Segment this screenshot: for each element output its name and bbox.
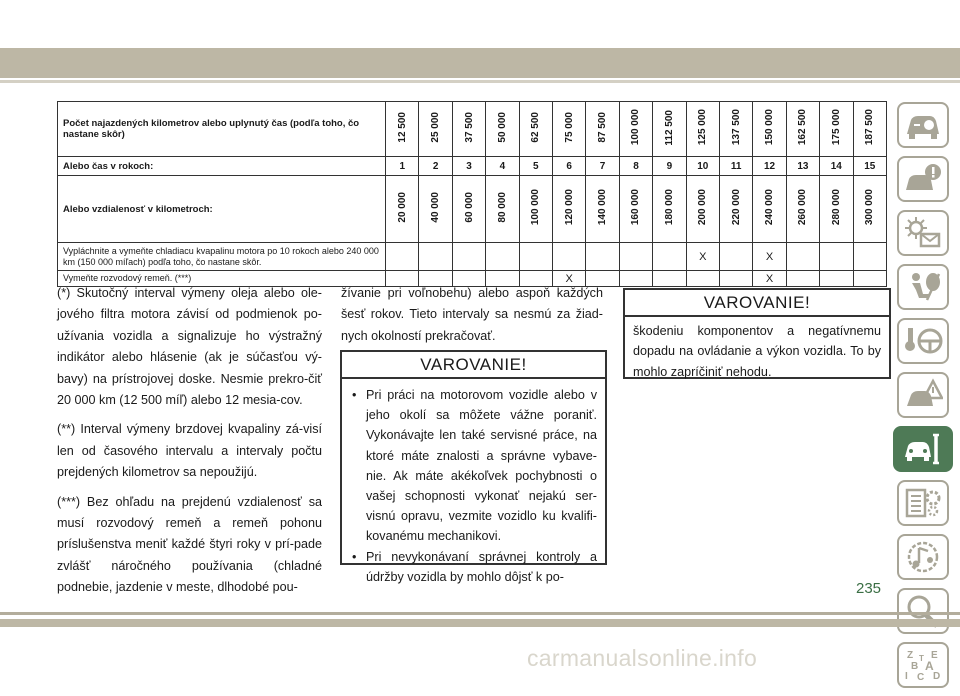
footnote-oil: (*) Skutočný interval výmeny oleja alebo ole-jového filtra motora závisí od podmienok po-užívania vozidla a signalizuje ho výstražný indikátor alebo hlásenie (ak je súčasťou vý-bavy) na prístrojovej doske. Nesmie prekro-čiť 20 000 km (12 500 míľ) alebo 12 mesia-cov. <box>57 286 322 408</box>
km-value: 100 000 <box>630 109 642 146</box>
table-row <box>58 243 887 271</box>
year-value: 6 <box>553 157 586 176</box>
schedule-mark <box>853 271 886 287</box>
km-value: 12 500 <box>396 112 408 143</box>
footnote-brake-fluid: (**) Interval výmeny brzdovej kvapaliny zá-visí len od časového intervalu a intervaly počtu prejdených kilometrov sa nepoužijú. <box>57 422 322 480</box>
schedule-mark <box>820 271 853 287</box>
km-value: 50 000 <box>496 112 508 143</box>
distance-value: 20 000 <box>396 192 408 223</box>
watermark: carmanualsonline.info <box>527 645 758 671</box>
footer-band <box>0 619 960 627</box>
km-value: 87 500 <box>597 112 609 143</box>
distance-value: 300 000 <box>864 189 876 226</box>
distance-value: 220 000 <box>730 189 742 226</box>
warning-triangle-car-icon <box>903 378 943 412</box>
tab-multimedia[interactable] <box>897 534 949 580</box>
year-value: 4 <box>486 157 519 176</box>
car-wrench-icon <box>903 432 943 466</box>
schedule-mark <box>653 271 686 287</box>
top-margin <box>0 0 960 48</box>
alphabet-index-icon <box>903 648 943 682</box>
distance-value: 260 000 <box>797 189 809 226</box>
km-value: 125 000 <box>697 109 709 146</box>
schedule-mark <box>619 243 652 271</box>
km-header-label: Počet najazdených kilometrov alebo uplynutý čas (podľa toho, čo nastane skôr) <box>58 102 386 157</box>
schedule-mark <box>386 243 419 271</box>
year-value: 1 <box>386 157 419 176</box>
schedule-mark <box>419 243 452 271</box>
page-number: 235 <box>856 580 882 597</box>
tab-search[interactable] <box>897 588 949 634</box>
distance-value: 160 000 <box>630 189 642 226</box>
km-value: 62 500 <box>530 112 542 143</box>
tab-warning-triangle[interactable] <box>897 372 949 418</box>
svg-text:C: C <box>917 672 925 682</box>
tab-steering[interactable] <box>897 318 949 364</box>
warning-list <box>342 385 605 587</box>
year-value: 10 <box>686 157 719 176</box>
svg-text:T: T <box>919 654 924 663</box>
footer-rule <box>0 612 960 615</box>
bullet: • <box>352 549 357 564</box>
weather-mail-icon <box>903 216 943 250</box>
schedule-mark <box>452 243 485 271</box>
distance-value: 100 000 <box>530 189 542 226</box>
timing-belt-task-label: Vymeňte rozvodový remeň. (***) <box>58 271 386 287</box>
distance-value: 80 000 <box>496 192 508 223</box>
svg-text:A: A <box>925 659 934 673</box>
year-value: 5 <box>519 157 552 176</box>
year-value: 9 <box>653 157 686 176</box>
schedule-mark <box>686 271 719 287</box>
header-rule <box>0 80 960 83</box>
schedule-mark <box>486 243 519 271</box>
schedule-mark <box>553 243 586 271</box>
music-gear-icon <box>903 540 943 574</box>
list-item: • Pri práci na motorovom vozidle alebo v jeho okolí sa môžete vážne poraniť. Vykonávajte len také servisné práce, na ktoré máte znalosti a správne vybave-nie. Ak máte akékoľvek pochybnosti o vašej schopnosti vykonať nejakú ser-visnú opravu, vezmite vozidlo ku kvalifi-kovanému mechanikovi. <box>352 385 597 547</box>
km-value: 75 000 <box>563 112 575 143</box>
tab-maintenance[interactable] <box>893 426 953 472</box>
list-item: • Pri nevykonávaní správnej kontroly a údržby vozidla by mohlo dôjsť k po- <box>352 547 597 587</box>
schedule-mark: X <box>753 243 786 271</box>
km-header-row <box>58 102 887 157</box>
distance-value: 140 000 <box>597 189 609 226</box>
footnote-continuation: žívanie pri voľnobehu) alebo aspoň každých šesť rokov. Tieto intervaly sa nesmú za žiad-nych okolností prekračovať. <box>341 286 603 343</box>
bullet: • <box>352 388 357 402</box>
km-value: 137 500 <box>730 109 742 146</box>
maintenance-schedule-table <box>57 101 887 287</box>
distance-row <box>58 176 887 243</box>
airbag-person-icon <box>903 270 943 304</box>
schedule-mark <box>586 243 619 271</box>
steering-wheel-icon <box>903 324 943 358</box>
warning-box <box>340 350 607 584</box>
svg-text:B: B <box>911 661 919 672</box>
distance-value: 200 000 <box>697 189 709 226</box>
footnote-timing-belt: (***) Bez ohľadu na prejdenú vzdialenosť sa musí rozvodový remeň a remeň pohonu príslušenstva meniť každé štyri roky v prí-pade zvlášť náročného používania (chladné podnebie, jazdenie v meste, dlhodobé pou- <box>57 494 322 595</box>
svg-text:I: I <box>905 671 908 682</box>
km-value: 112 500 <box>663 109 675 146</box>
schedule-mark <box>519 243 552 271</box>
year-value: 12 <box>753 157 786 176</box>
schedule-mark: X <box>553 271 586 287</box>
tab-specs[interactable] <box>897 480 949 526</box>
svg-text:D: D <box>933 671 941 682</box>
warning-body: škodeniu komponentov a negatívnemu dopadu na ovládanie a výkon vozidla. To by mohlo zapríčiniť nehodu. <box>633 324 881 379</box>
car-info-icon <box>903 162 943 196</box>
warning-box-continued <box>623 288 891 379</box>
svg-text:Z: Z <box>907 650 914 661</box>
schedule-mark <box>719 243 752 271</box>
tab-car-info[interactable] <box>897 156 949 202</box>
schedule-mark <box>619 271 652 287</box>
footnotes-column <box>57 283 322 607</box>
tab-airbag[interactable] <box>897 264 949 310</box>
year-value: 11 <box>719 157 752 176</box>
km-value: 37 500 <box>463 112 475 143</box>
year-value: 7 <box>586 157 619 176</box>
tab-index[interactable] <box>897 642 949 688</box>
distance-value: 40 000 <box>430 192 442 223</box>
year-value: 13 <box>786 157 819 176</box>
distance-value: 240 000 <box>764 189 776 226</box>
warning-title: VAROVANIE! <box>342 352 605 379</box>
schedule-mark: X <box>686 243 719 271</box>
distance-label: Alebo vzdialenosť v kilometroch: <box>58 176 386 243</box>
specs-gear-icon <box>903 486 943 520</box>
distance-value: 280 000 <box>830 189 842 226</box>
car-dashboard-icon <box>903 108 943 142</box>
continuation-column <box>341 283 603 355</box>
coolant-task-label: Vypláchnite a vymeňte chladiacu kvapalinu motora po 10 rokoch alebo 240 000 km (150 000 míľach) podľa toho, čo nastane skôr. <box>58 243 386 271</box>
km-value: 162 500 <box>797 109 809 146</box>
km-value: 25 000 <box>430 112 442 143</box>
km-value: 150 000 <box>764 109 776 146</box>
schedule-mark <box>786 243 819 271</box>
svg-text:E: E <box>931 650 938 661</box>
distance-value: 180 000 <box>663 189 675 226</box>
year-value: 15 <box>853 157 886 176</box>
km-value: 175 000 <box>830 109 842 146</box>
years-label: Alebo čas v rokoch: <box>58 157 386 176</box>
schedule-mark: X <box>753 271 786 287</box>
year-value: 3 <box>452 157 485 176</box>
schedule-mark <box>853 243 886 271</box>
schedule-mark <box>786 271 819 287</box>
km-value: 187 500 <box>864 109 876 146</box>
distance-value: 120 000 <box>563 189 575 226</box>
year-value: 8 <box>619 157 652 176</box>
tab-weather-mail[interactable] <box>897 210 949 256</box>
years-row <box>58 157 887 176</box>
schedule-mark <box>653 243 686 271</box>
schedule-mark <box>820 243 853 271</box>
warning-title: VAROVANIE! <box>625 290 889 317</box>
year-value: 14 <box>820 157 853 176</box>
chapter-tabs <box>893 102 957 696</box>
schedule-mark <box>719 271 752 287</box>
year-value: 2 <box>419 157 452 176</box>
header-band <box>0 48 960 78</box>
tab-car-dashboard[interactable] <box>897 102 949 148</box>
distance-value: 60 000 <box>463 192 475 223</box>
